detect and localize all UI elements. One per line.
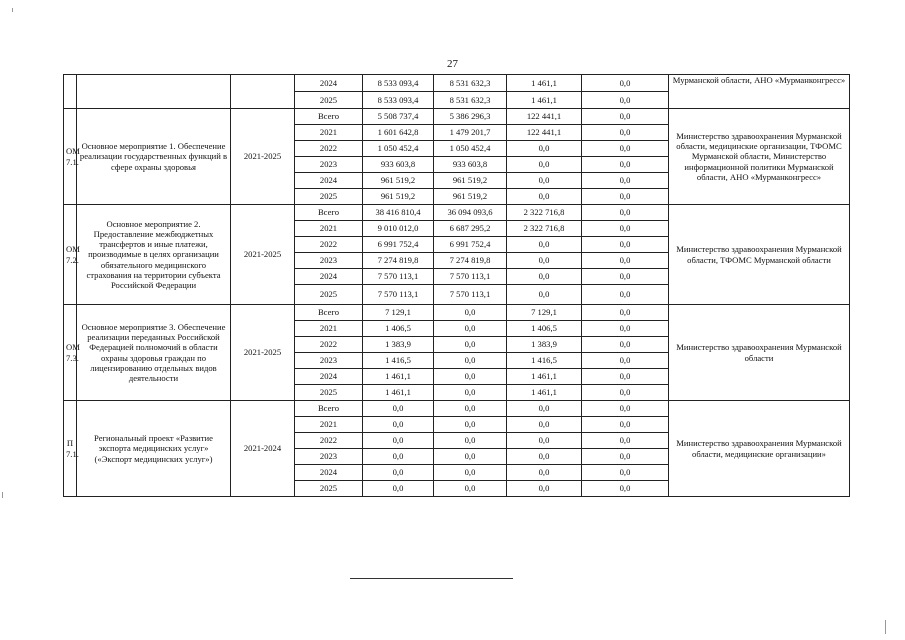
budget-amount: 6 991 752,4 (434, 237, 507, 253)
scan-mark (2, 492, 3, 498)
budget-amount: 0,0 (434, 433, 507, 449)
other-amount: 2 322 716,8 (507, 205, 582, 221)
row-year: Всего (295, 401, 363, 417)
extra-amount: 0,0 (582, 401, 669, 417)
row-year: 2025 (295, 285, 363, 305)
row-year: 2024 (295, 269, 363, 285)
total-amount: 1 461,1 (363, 369, 434, 385)
extra-amount: 0,0 (582, 369, 669, 385)
row-year: 2024 (295, 173, 363, 189)
budget-amount: 0,0 (434, 449, 507, 465)
measure-period: 2021-2025 (231, 109, 295, 205)
extra-amount: 0,0 (582, 417, 669, 433)
other-amount: 0,0 (507, 141, 582, 157)
row-year: 2024 (295, 369, 363, 385)
extra-amount: 0,0 (582, 237, 669, 253)
total-amount: 933 603,8 (363, 157, 434, 173)
row-year: 2021 (295, 221, 363, 237)
total-amount: 961 519,2 (363, 173, 434, 189)
total-amount: 8 533 093,4 (363, 92, 434, 109)
total-amount: 0,0 (363, 401, 434, 417)
total-amount: 961 519,2 (363, 189, 434, 205)
extra-amount: 0,0 (582, 253, 669, 269)
budget-amount: 0,0 (434, 369, 507, 385)
table-row (64, 205, 850, 221)
other-amount: 0,0 (507, 417, 582, 433)
row-year: 2025 (295, 481, 363, 497)
total-amount: 1 050 452,4 (363, 141, 434, 157)
extra-amount: 0,0 (582, 385, 669, 401)
extra-amount: 0,0 (582, 221, 669, 237)
other-amount: 1 461,1 (507, 92, 582, 109)
other-amount: 0,0 (507, 481, 582, 497)
measure-period: 2021-2024 (231, 401, 295, 497)
other-amount: 122 441,1 (507, 109, 582, 125)
total-amount: 5 508 737,4 (363, 109, 434, 125)
other-amount: 1 461,1 (507, 75, 582, 92)
row-year: 2021 (295, 417, 363, 433)
budget-amount: 0,0 (434, 465, 507, 481)
total-amount: 0,0 (363, 481, 434, 497)
row-year: 2021 (295, 321, 363, 337)
other-amount: 0,0 (507, 173, 582, 189)
other-amount: 2 322 716,8 (507, 221, 582, 237)
other-amount: 1 461,1 (507, 385, 582, 401)
measure-period: 2021-2025 (231, 305, 295, 401)
table-row (64, 109, 850, 125)
total-amount: 7 129,1 (363, 305, 434, 321)
extra-amount: 0,0 (582, 481, 669, 497)
budget-amount: 8 531 632,3 (434, 92, 507, 109)
row-year: 2022 (295, 337, 363, 353)
total-amount: 6 991 752,4 (363, 237, 434, 253)
other-amount: 0,0 (507, 269, 582, 285)
responsible-executor: Мурманской области, АНО «Мурманконгресс» (669, 75, 850, 109)
extra-amount: 0,0 (582, 305, 669, 321)
extra-amount: 0,0 (582, 269, 669, 285)
budget-amount: 7 274 819,8 (434, 253, 507, 269)
budget-amount: 1 050 452,4 (434, 141, 507, 157)
budget-amount: 961 519,2 (434, 173, 507, 189)
budget-amount: 0,0 (434, 385, 507, 401)
extra-amount: 0,0 (582, 75, 669, 92)
total-amount: 0,0 (363, 417, 434, 433)
budget-amount: 961 519,2 (434, 189, 507, 205)
budget-amount: 8 531 632,3 (434, 75, 507, 92)
measure-period (231, 75, 295, 109)
extra-amount: 0,0 (582, 353, 669, 369)
measure-title (77, 75, 231, 109)
other-amount: 0,0 (507, 449, 582, 465)
extra-amount: 0,0 (582, 92, 669, 109)
row-year: Всего (295, 205, 363, 221)
extra-amount: 0,0 (582, 337, 669, 353)
other-amount: 0,0 (507, 157, 582, 173)
table-row (64, 75, 850, 92)
budget-amount: 933 603,8 (434, 157, 507, 173)
row-year: 2023 (295, 253, 363, 269)
total-amount: 0,0 (363, 449, 434, 465)
extra-amount: 0,0 (582, 465, 669, 481)
budget-amount: 5 386 296,3 (434, 109, 507, 125)
row-year: 2022 (295, 141, 363, 157)
budget-amount: 36 094 093,6 (434, 205, 507, 221)
row-year: 2024 (295, 75, 363, 92)
measure-period: 2021-2025 (231, 205, 295, 305)
budget-amount: 0,0 (434, 305, 507, 321)
other-amount: 0,0 (507, 465, 582, 481)
total-amount: 1 461,1 (363, 385, 434, 401)
extra-amount: 0,0 (582, 189, 669, 205)
extra-amount: 0,0 (582, 173, 669, 189)
budget-amount: 0,0 (434, 337, 507, 353)
table-row (64, 401, 850, 417)
total-amount: 7 274 819,8 (363, 253, 434, 269)
table-row (64, 305, 850, 321)
responsible-executor: Министерство здравоохранения Мурманской области (669, 305, 850, 401)
measure-title: Региональный проект «Развитие экспорта медицинских услуг» («Экспорт медицинских услуг») (77, 401, 231, 497)
other-amount: 1 383,9 (507, 337, 582, 353)
financing-table (63, 74, 850, 497)
measure-title: Основное мероприятие 2. Предоставление межбюджетных трансфертов и иные платежи, производимые в целях организации обязательного медицинского страхования на территории субъекта Российской Федерации (77, 205, 231, 305)
other-amount: 1 416,5 (507, 353, 582, 369)
total-amount: 1 601 642,8 (363, 125, 434, 141)
total-amount: 1 416,5 (363, 353, 434, 369)
row-year: 2023 (295, 449, 363, 465)
extra-amount: 0,0 (582, 449, 669, 465)
total-amount: 8 533 093,4 (363, 75, 434, 92)
measure-title: Основное мероприятие 1. Обеспечение реализации государственных функций в сфере охраны здоровья (77, 109, 231, 205)
total-amount: 0,0 (363, 465, 434, 481)
row-year: 2022 (295, 237, 363, 253)
budget-amount: 1 479 201,7 (434, 125, 507, 141)
extra-amount: 0,0 (582, 125, 669, 141)
total-amount: 0,0 (363, 433, 434, 449)
total-amount: 1 406,5 (363, 321, 434, 337)
budget-amount: 7 570 113,1 (434, 269, 507, 285)
extra-amount: 0,0 (582, 205, 669, 221)
budget-amount: 7 570 113,1 (434, 285, 507, 305)
measure-code: ОМ 7.3. (64, 305, 77, 401)
row-year: 2025 (295, 92, 363, 109)
extra-amount: 0,0 (582, 141, 669, 157)
row-year: 2023 (295, 353, 363, 369)
footnote-divider (350, 578, 513, 579)
measure-code: ОМ 7.1. (64, 109, 77, 205)
total-amount: 38 416 810,4 (363, 205, 434, 221)
row-year: 2024 (295, 465, 363, 481)
budget-amount: 0,0 (434, 321, 507, 337)
responsible-executor: Министерство здравоохранения Мурманской области, медицинские организации, ТФОМС Мурманской области, Министерство информационной политики Мурманской области, АНО «Мурманконгресс» (669, 109, 850, 205)
extra-amount: 0,0 (582, 433, 669, 449)
responsible-executor: Министерство здравоохранения Мурманской области, ТФОМС Мурманской области (669, 205, 850, 305)
other-amount: 1 461,1 (507, 369, 582, 385)
row-year: 2021 (295, 125, 363, 141)
responsible-executor: Министерство здравоохранения Мурманской области, медицинские организации» (669, 401, 850, 497)
other-amount: 0,0 (507, 237, 582, 253)
budget-amount: 6 687 295,2 (434, 221, 507, 237)
budget-amount: 0,0 (434, 353, 507, 369)
total-amount: 7 570 113,1 (363, 285, 434, 305)
other-amount: 0,0 (507, 401, 582, 417)
row-year: 2022 (295, 433, 363, 449)
other-amount: 0,0 (507, 189, 582, 205)
total-amount: 7 570 113,1 (363, 269, 434, 285)
budget-amount: 0,0 (434, 401, 507, 417)
scan-mark (885, 620, 886, 634)
page-number: 27 (447, 58, 458, 70)
total-amount: 1 383,9 (363, 337, 434, 353)
other-amount: 122 441,1 (507, 125, 582, 141)
measure-code: П 7.1. (64, 401, 77, 497)
extra-amount: 0,0 (582, 109, 669, 125)
total-amount: 9 010 012,0 (363, 221, 434, 237)
budget-amount: 0,0 (434, 417, 507, 433)
other-amount: 0,0 (507, 285, 582, 305)
budget-amount: 0,0 (434, 481, 507, 497)
extra-amount: 0,0 (582, 321, 669, 337)
extra-amount: 0,0 (582, 157, 669, 173)
other-amount: 7 129,1 (507, 305, 582, 321)
other-amount: 0,0 (507, 433, 582, 449)
measure-title: Основное мероприятие 3. Обеспечение реализации переданных Российской Федерацией полномочий в области охраны здоровья граждан по лицензированию отдельных видов деятельности (77, 305, 231, 401)
row-year: 2023 (295, 157, 363, 173)
scan-mark (12, 8, 13, 12)
row-year: 2025 (295, 189, 363, 205)
table-body (64, 75, 850, 497)
extra-amount: 0,0 (582, 285, 669, 305)
other-amount: 1 406,5 (507, 321, 582, 337)
row-year: 2025 (295, 385, 363, 401)
measure-code (64, 75, 77, 109)
row-year: Всего (295, 305, 363, 321)
row-year: Всего (295, 109, 363, 125)
other-amount: 0,0 (507, 253, 582, 269)
measure-code: ОМ 7.2. (64, 205, 77, 305)
